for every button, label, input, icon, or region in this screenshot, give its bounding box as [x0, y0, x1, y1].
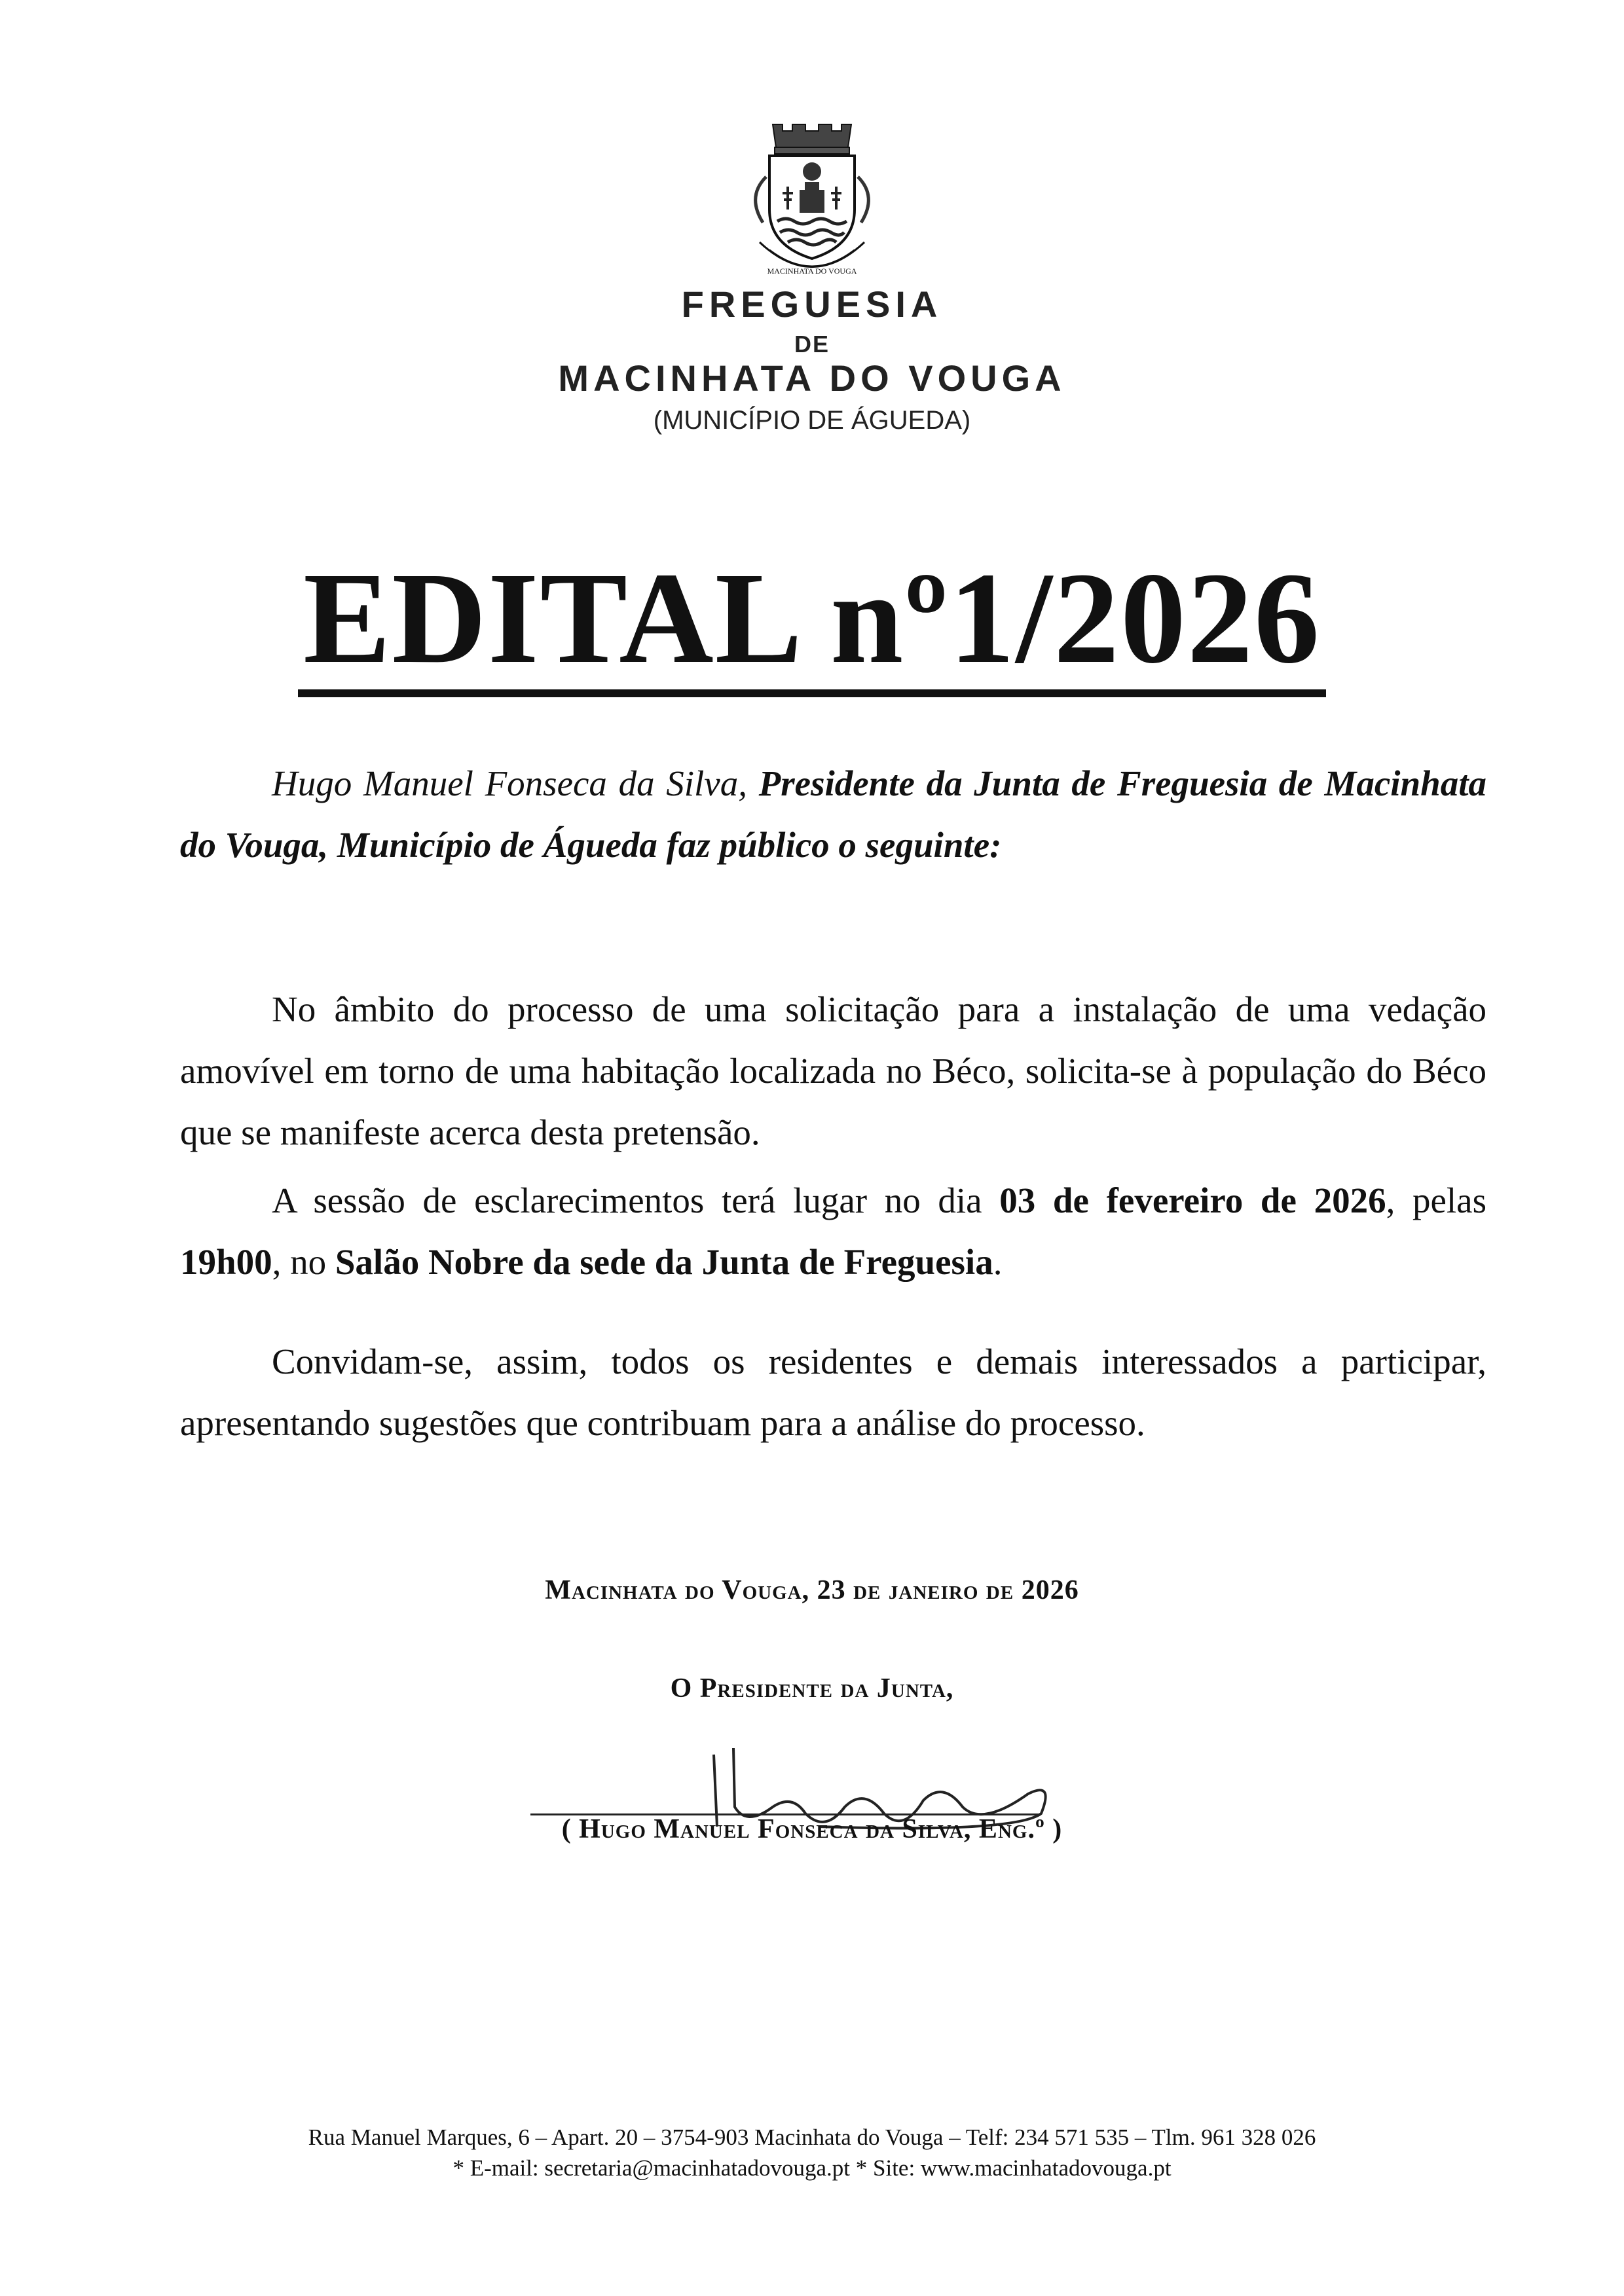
session-time: 19h00: [180, 1242, 272, 1282]
session-date: 03 de fevereiro de 2026: [999, 1180, 1386, 1220]
session-place: Salão Nobre da sede da Junta de Freguesia: [335, 1242, 993, 1282]
president-name: Hugo Manuel Fonseca da Silva,: [272, 763, 747, 803]
footer-contacts: * E-mail: secretaria@macinhatadovouga.pt * Site: www.macinhatadovouga.pt: [452, 2155, 1172, 2181]
intro-paragraph: [180, 753, 1486, 876]
header-de: DE: [794, 331, 830, 357]
session-text-b: , pelas: [1386, 1180, 1486, 1220]
header-municipality: (MUNICÍPIO DE ÁGUEDA): [653, 406, 971, 435]
place-and-date: Macinhata do Vouga, 23 de janeiro de 2026: [545, 1575, 1079, 1605]
crest-motto: MACINHATA DO VOUGA: [767, 266, 857, 276]
page-title: EDITAL nº1/2026: [298, 553, 1326, 697]
header-parish-name: MACINHATA DO VOUGA: [558, 357, 1066, 399]
footer-address: Rua Manuel Marques, 6 – Apart. 20 – 3754-903 Macinhata do Vouga – Telf: 234 571 535 – Tlm. 961 328 026: [308, 2124, 1316, 2150]
signatory-name: ( Hugo Manuel Fonseca da Silva, Eng.º ): [561, 1814, 1063, 1844]
intro-rest: Presidente da Junta de Freguesia de Macinhata do Vouga, Município de Águeda faz público o seguinte:: [180, 763, 1487, 865]
title-container: [0, 546, 1624, 697]
session-text-d: .: [993, 1242, 1003, 1282]
header-freguesia: FREGUESIA: [681, 283, 943, 325]
session-text-c: , no: [272, 1242, 327, 1282]
session-text-a: A sessão de esclarecimentos terá lugar no dia: [272, 1180, 982, 1220]
signatory-role: O Presidente da Junta,: [670, 1673, 954, 1704]
paragraph-invitation: [180, 1331, 1486, 1454]
paragraph-session: [180, 1170, 1486, 1293]
parish-crest-icon: [737, 111, 887, 282]
paragraph-request-text: No âmbito do processo de uma solicitação para a instalação de uma vedação amovível em torno de uma habitação localizada no Béco, solicita-se à população do Béco que se manifeste acerca desta pretensão.: [180, 989, 1486, 1152]
paragraph-request: [180, 979, 1486, 1163]
paragraph-invitation-text: Convidam-se, assim, todos os residentes e demais interessados a participar, apresentando sugestões que contribuam para a análise do processo.: [180, 1341, 1486, 1443]
